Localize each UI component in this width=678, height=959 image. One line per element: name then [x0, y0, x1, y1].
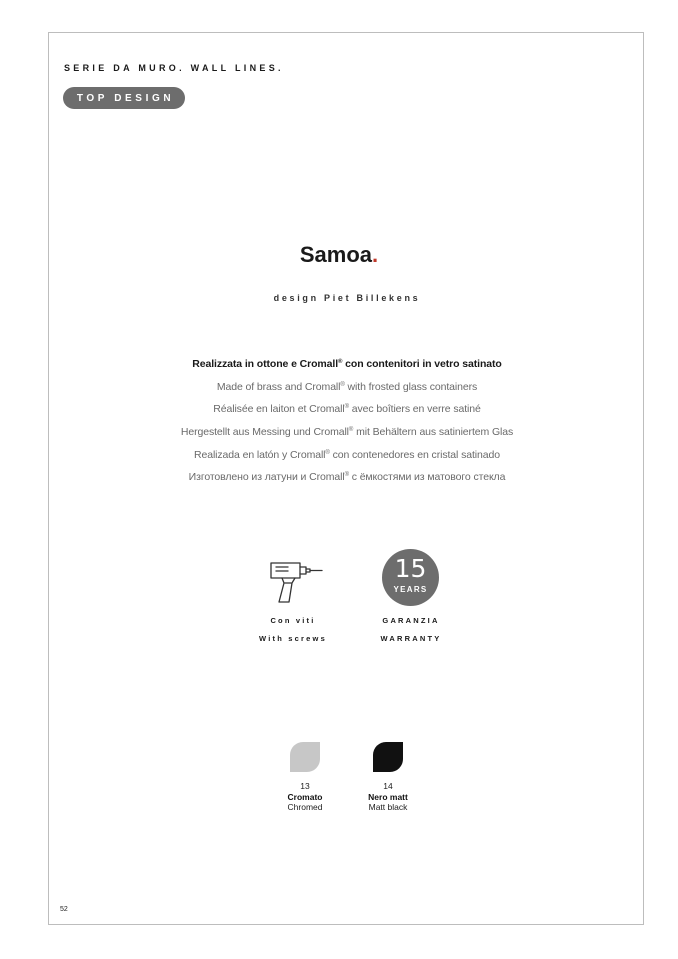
description-block	[0, 356, 678, 492]
finish-swatch-matt-black	[373, 742, 403, 772]
warranty-years-word: YEARS	[393, 585, 428, 594]
finish-name-en: Matt black	[368, 802, 408, 812]
warranty-years-number: 15	[394, 554, 427, 583]
finish-chromed	[265, 781, 345, 813]
finish-name: Cromato	[287, 791, 323, 802]
top-design-badge: TOP DESIGN	[63, 87, 185, 109]
screws-label-it: Con viti	[270, 616, 316, 625]
screws-label-en: With screws	[259, 634, 327, 643]
description-line-de: Hergestellt aus Messing und Cromall® mit Behältern aus satiniertem Glas	[180, 426, 514, 439]
finish-code: 13	[300, 781, 310, 791]
description-line-es: Realizada en latón y Cromall® con contenedores en cristal satinado	[193, 448, 500, 461]
series-heading: SERIE DA MURO. WALL LINES.	[64, 63, 284, 73]
description-line-fr: Réalisée en laiton et Cromall® avec boîtiers en verre satiné	[213, 403, 481, 416]
screws-feature	[253, 616, 333, 644]
finish-matt-black	[348, 781, 428, 813]
finish-code: 14	[383, 781, 393, 791]
drill-icon	[268, 559, 324, 605]
warranty-label-it: GARANZIA	[382, 616, 440, 625]
product-title	[0, 242, 678, 268]
warranty-label-en: WARRANTY	[380, 634, 442, 643]
finish-name-en: Chromed	[287, 802, 323, 812]
finish-name: Nero matt	[368, 791, 408, 802]
finish-swatch-chromed	[290, 742, 320, 772]
description-line-en: Made of brass and Cromall® with frosted glass containers	[216, 380, 478, 393]
warranty-badge-icon	[382, 549, 439, 606]
description-line-ru: Изготовлено из латуни и Cromall® с ёмкостями из матового стекла	[188, 471, 506, 484]
product-name: Samoa	[299, 242, 373, 267]
designer-credit: design Piet Billekens	[273, 293, 421, 303]
page-number: 52	[60, 906, 68, 913]
description-line-it: Realizzata in ottone e Cromall® con contenitori in vetro satinato	[192, 358, 502, 370]
product-title-dot: .	[372, 242, 379, 267]
warranty-feature	[371, 616, 451, 644]
